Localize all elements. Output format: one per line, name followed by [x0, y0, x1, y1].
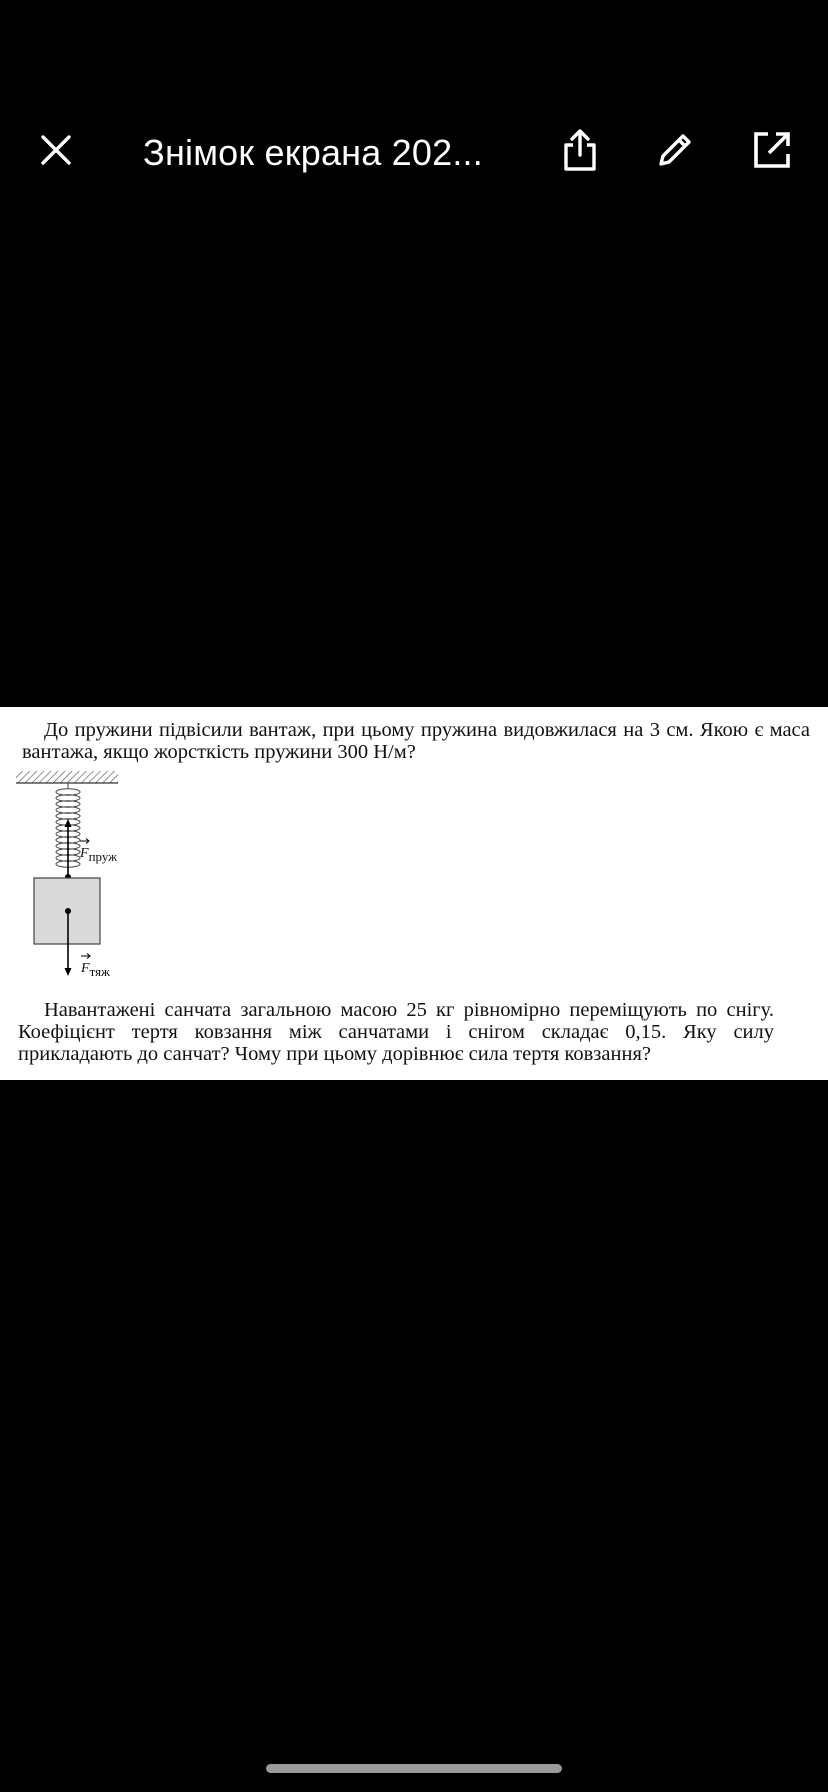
gravity-force-label: Fтяж: [81, 961, 111, 979]
close-button[interactable]: [26, 120, 86, 180]
open-external-button[interactable]: [742, 120, 802, 180]
edit-button[interactable]: [645, 120, 705, 180]
home-indicator[interactable]: [266, 1764, 562, 1773]
problem-1-text: До пружини підвісили вантаж, при цьому пружина видовжилася на 3 см. Якою є маса вантажа, якщо жорсткість пружини 300 Н/м?: [22, 719, 810, 763]
problem-2-text: Навантажені санчата загальною масою 25 кг рівномірно переміщують по снігу. Коефіцієнт тертя ковзання між санчатами і снігом складає 0,15. Яку силу прикладають до санчат? Чому при цьому дорівнює сила тертя ковзання?: [18, 999, 774, 1065]
gravity-force-arrowhead: [65, 968, 72, 976]
pencil-icon: [655, 130, 695, 170]
spring-force-label: Fпруж: [80, 846, 118, 864]
spring-force-arrowhead: [65, 819, 72, 827]
gravity-force-vector-mark: [81, 954, 90, 959]
top-app-bar: [0, 110, 828, 190]
image-title: Знімок екрана 202...: [143, 132, 483, 173]
share-icon: [561, 128, 599, 172]
close-icon: [39, 133, 73, 167]
spring-force-vector-mark: [80, 839, 89, 844]
spring-weight-figure: [10, 769, 140, 989]
ceiling-hatch: [16, 771, 118, 783]
share-button[interactable]: [550, 120, 610, 180]
screenshot-image: [0, 707, 828, 1080]
open-external-icon: [752, 130, 792, 170]
